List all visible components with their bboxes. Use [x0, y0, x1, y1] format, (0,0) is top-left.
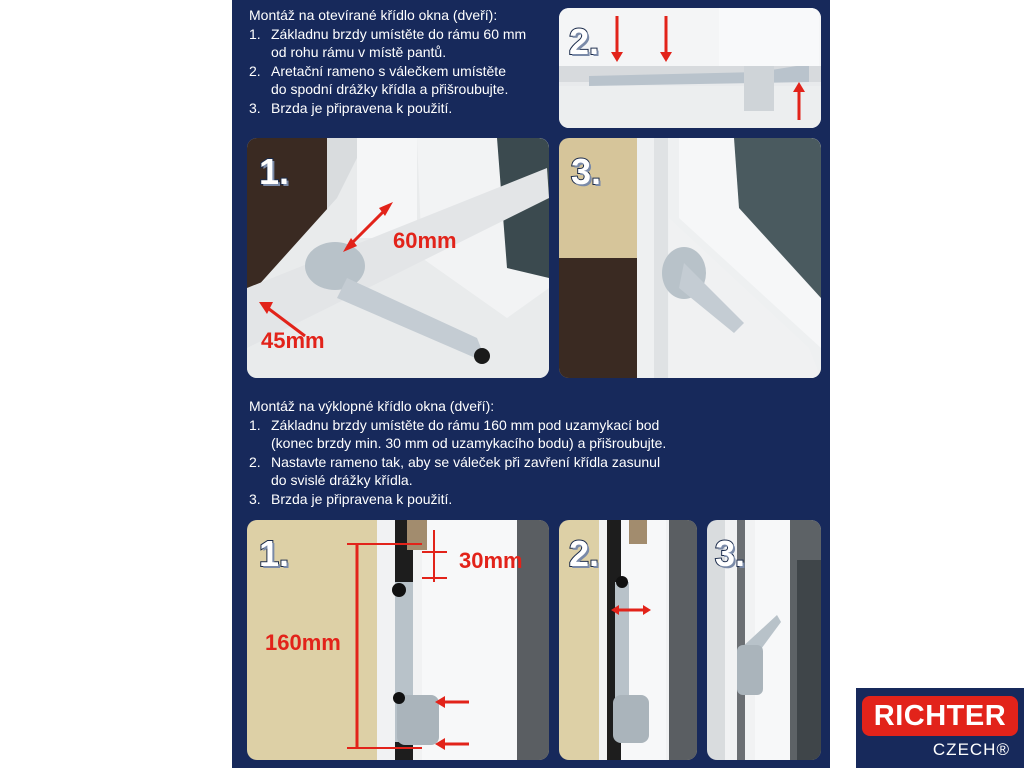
section1-text — [249, 6, 569, 117]
logo-brand: RICHTER — [862, 696, 1018, 736]
section1-heading: Montáž na otevírané křídlo okna (dveří): — [249, 7, 498, 23]
richter-czech-logo — [856, 688, 1024, 768]
list-item: 1. Základnu brzdy umístěte do rámu 160 mm pod uzamykací bod (konec brzdy min. 30 mm od uzamykacího bodu) a přišroubujte. — [249, 416, 667, 451]
photo-section2-step1 — [247, 520, 549, 760]
list-item: 3. Brzda je připravena k použití. — [249, 490, 453, 507]
step-number: 3. — [715, 533, 746, 574]
photo-section1-step3 — [559, 138, 821, 378]
list-item: 2. Nastavte rameno tak, aby se váleček při zavření křídla zasunul do svislé drážky křídla. — [249, 453, 661, 488]
measure-30mm: 30mm — [459, 548, 523, 573]
instruction-panel — [232, 0, 830, 768]
section2-heading: Montáž na výklopné křídlo okna (dveří): — [249, 398, 495, 414]
measure-60mm: 60mm — [393, 228, 457, 253]
section1-steps — [249, 25, 569, 118]
list-item: 2. Aretační rameno s válečkem umístěte do spodní drážky křídla a přišroubujte. — [249, 62, 509, 97]
step-number: 2. — [569, 21, 600, 62]
photo-section1-step1 — [247, 138, 549, 378]
photo-section2-step3 — [707, 520, 821, 760]
measure-45mm: 45mm — [261, 328, 325, 353]
section2-text — [249, 397, 709, 508]
step-number: 3. — [571, 151, 602, 192]
list-item: 1. Základnu brzdy umístěte do rámu 60 mm od rohu rámu v místě pantů. — [249, 25, 527, 60]
logo-sub: CZECH® — [932, 740, 1010, 759]
step-number: 1. — [259, 533, 290, 574]
list-item: 3. Brzda je připravena k použití. — [249, 99, 453, 116]
measure-160mm: 160mm — [265, 630, 341, 655]
section2-steps — [249, 416, 709, 509]
step-number: 2. — [569, 533, 600, 574]
step-number: 1. — [259, 151, 290, 192]
photo-section1-step2 — [559, 8, 821, 128]
photo-section2-step2 — [559, 520, 697, 760]
